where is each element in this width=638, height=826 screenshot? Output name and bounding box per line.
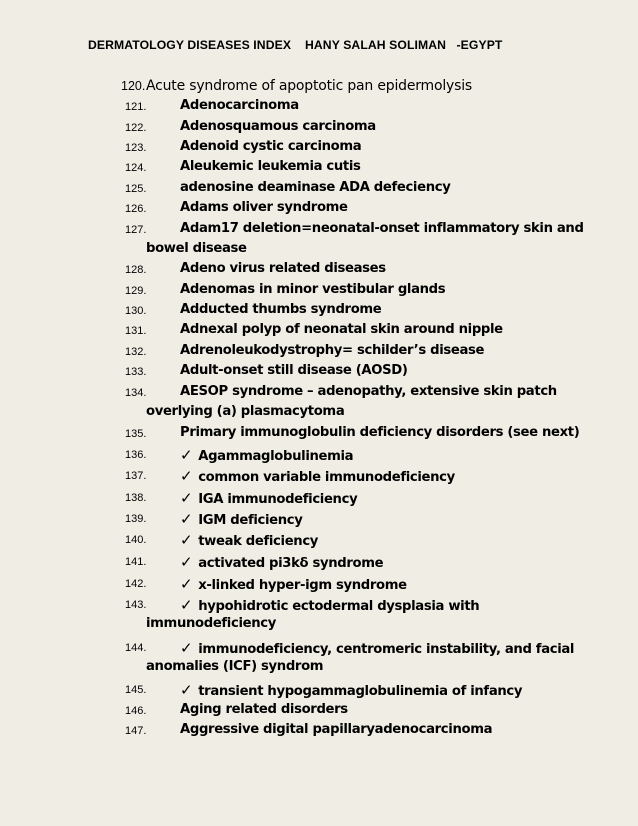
item-label: IGM deficiency [198,513,303,528]
item-text [180,722,492,737]
item-number: 127. [125,224,147,236]
item-label: Adeno virus related diseases [180,261,386,276]
item-text [180,531,318,549]
checkmark-icon: ✓ [180,553,193,571]
item-label: Adenocarcinoma [180,98,299,113]
checkmark-icon: ✓ [180,489,193,507]
item-number: 124. [125,162,147,174]
checkmark-icon: ✓ [180,575,193,593]
item-number: 128. [125,264,147,276]
item-number: 141. [125,556,147,568]
item-label: Acute syndrome of apoptotic pan epidermolysis [146,78,472,94]
item-number: 137. [125,470,147,482]
checkmark-icon: ✓ [180,639,193,657]
item-text [180,322,503,337]
item-number: 132. [125,346,147,358]
item-text [180,575,407,593]
item-continuation: immunodeficiency [146,616,276,631]
item-label: x-linked hyper-igm syndrome [198,578,407,593]
item-number: 123. [125,142,147,154]
item-number: 120. [121,79,146,93]
item-label: Adam17 deletion=neonatal-onset inflammatory skin and [180,221,584,236]
item-text [180,639,574,657]
item-label: Adenomas in minor vestibular glands [180,282,446,297]
item-continuation: overlying (a) plasmacytoma [146,404,345,419]
item-number: 133. [125,366,147,378]
item-label: Aleukemic leukemia cutis [180,159,361,174]
checkmark-icon: ✓ [180,467,193,485]
item-text [180,200,348,215]
item-label: tweak deficiency [198,534,319,549]
item-number: 135. [125,428,147,440]
checkmark-icon: ✓ [180,510,193,528]
checkmark-icon: ✓ [180,531,193,549]
item-number: 143. [125,599,147,611]
item-label: Primary immunoglobulin deficiency disorders (see next) [180,425,580,440]
item-text [180,282,445,297]
item-label: adenosine deaminase ADA defeciency [180,180,451,195]
item-number: 142. [125,578,147,590]
item-text [180,180,450,195]
item-number: 145. [125,684,147,696]
item-label: hypohidrotic ectodermal dysplasia with [198,599,480,614]
item-text [180,702,348,717]
item-number: 138. [125,492,147,504]
item-number: 136. [125,449,147,461]
item-continuation: bowel disease [146,241,247,256]
item-number: 122. [125,122,147,134]
item-number: 146. [125,705,147,717]
item-text [180,261,386,276]
item-text [180,446,353,464]
item-number: 126. [125,203,147,215]
checkmark-icon: ✓ [180,681,193,699]
page-header: DERMATOLOGY DISEASES INDEX HANY SALAH SOLIMAN -EGYPT [88,38,503,52]
item-label: Adnexal polyp of neonatal skin around nipple [180,322,503,337]
item-number: 121. [125,101,147,113]
item-text [180,467,455,485]
item-label: IGA immunodeficiency [198,492,358,507]
item-label: Aging related disorders [180,702,348,717]
item-number: 130. [125,305,147,317]
item-number: 147. [125,725,147,737]
item-text [180,510,303,528]
item-label: AESOP syndrome – adenopathy, extensive skin patch [180,384,557,399]
checkmark-icon: ✓ [180,446,193,464]
item-label: Adult-onset still disease (AOSD) [180,363,408,378]
item-text [180,159,361,174]
item-continuation: anomalies (ICF) syndrom [146,659,324,674]
item-text [180,119,376,134]
item-label: immunodeficiency, centromeric instability, and facial [198,642,575,657]
item-label: activated pi3kδ syndrome [198,556,384,571]
item-label: Adenoid cystic carcinoma [180,139,362,154]
item-label: Adducted thumbs syndrome [180,302,382,317]
item-text [180,425,579,440]
item-number: 134. [125,387,147,399]
item-label: Adenosquamous carcinoma [180,119,376,134]
item-text [180,553,383,571]
item-text [180,363,408,378]
item-number: 129. [125,285,147,297]
item-text [180,221,584,236]
item-label: transient hypogammaglobulinemia of infancy [198,684,523,699]
item-label: Adrenoleukodystrophy= schilder’s disease [180,343,485,358]
item-text [180,384,557,399]
item-text [180,98,299,113]
item-label: Aggressive digital papillaryadenocarcinoma [180,722,493,737]
item-label: Agammaglobulinemia [198,449,354,464]
item-text [180,302,381,317]
item-number: 125. [125,183,147,195]
item-text [180,489,357,507]
checkmark-icon: ✓ [180,596,193,614]
item-label: common variable immunodeficiency [198,470,455,485]
item-text [180,596,479,614]
item-number: 131. [125,325,147,337]
item-text [180,139,361,154]
item-text [180,343,484,358]
item-text [180,681,522,699]
item-text [146,78,472,94]
item-number: 139. [125,513,147,525]
item-number: 144. [125,642,147,654]
item-label: Adams oliver syndrome [180,200,348,215]
item-number: 140. [125,534,147,546]
